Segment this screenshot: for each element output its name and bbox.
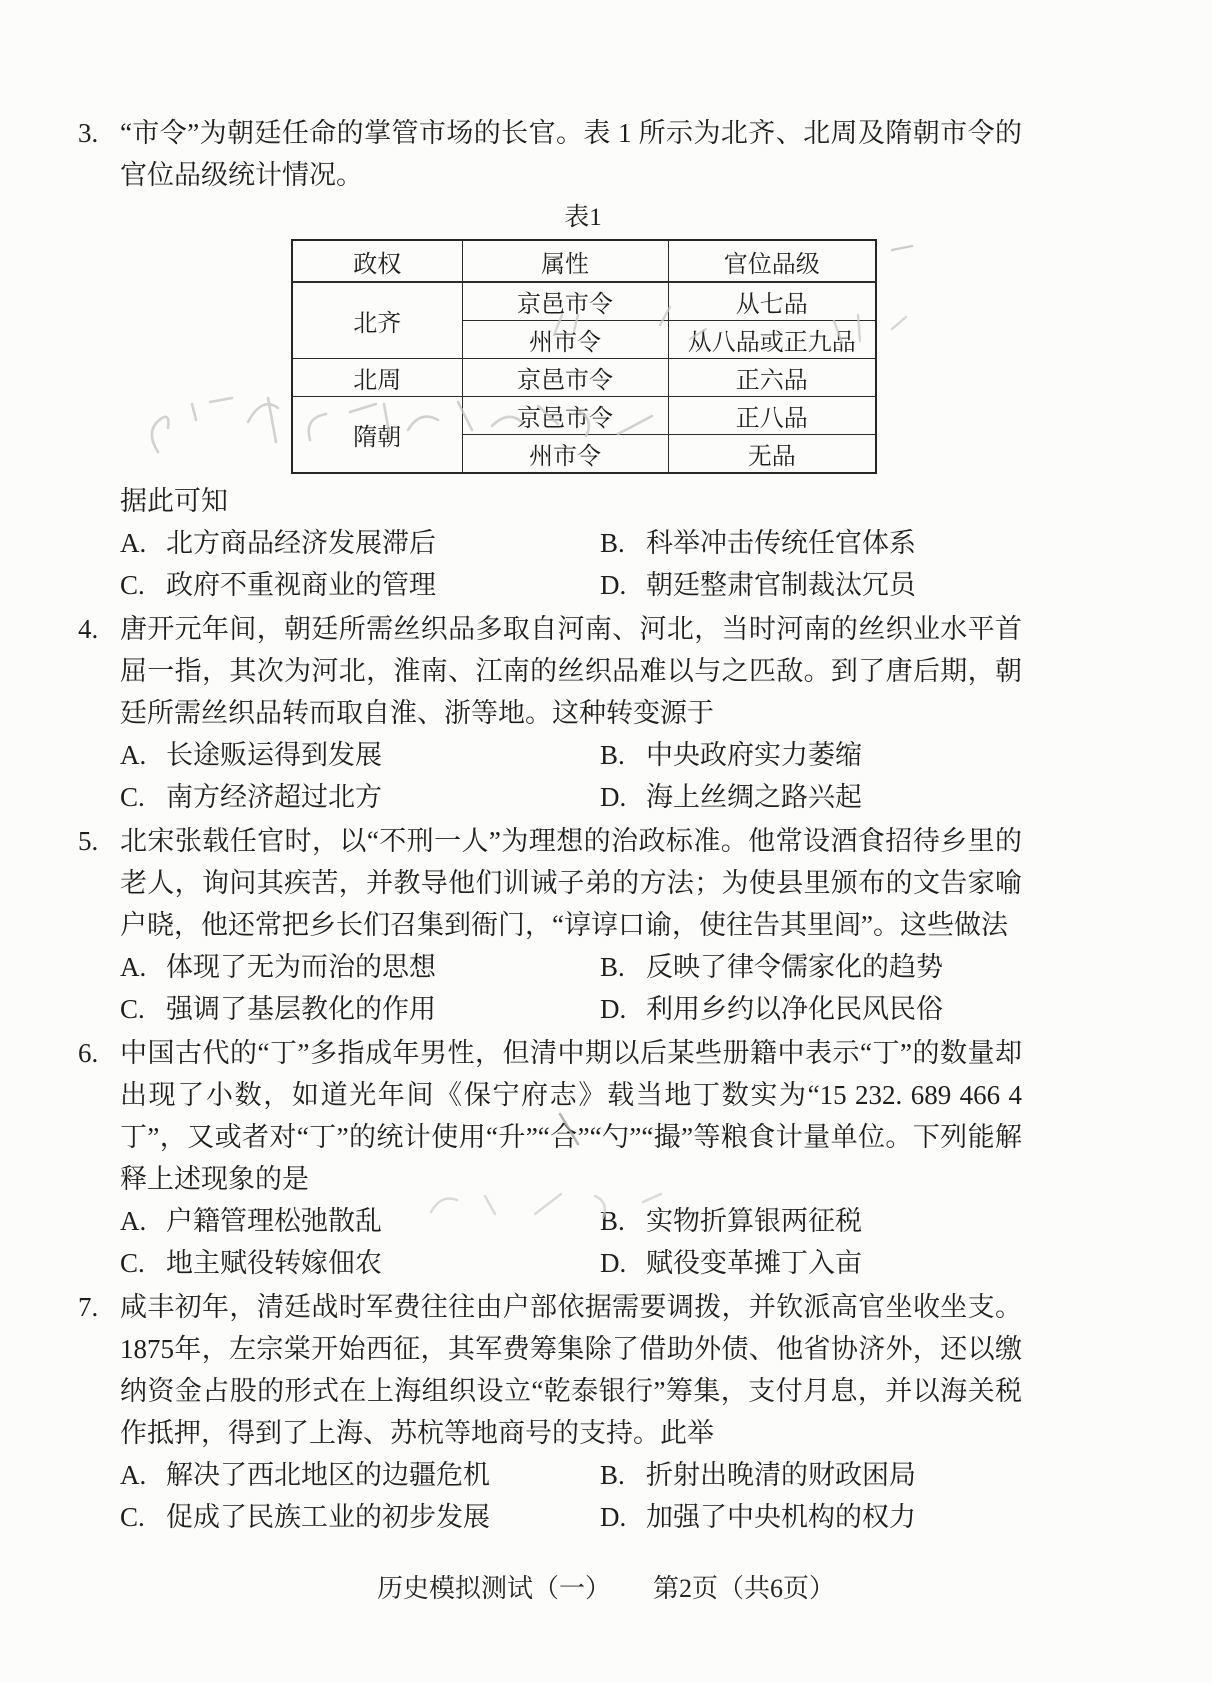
option-c <box>120 1242 600 1284</box>
option-row <box>120 522 1022 564</box>
option-b <box>600 946 1022 988</box>
option-row <box>120 1200 1022 1242</box>
option-a-text: 北方商品经济发展滞后 <box>166 528 436 558</box>
rank-cell: 正八品 <box>668 397 876 435</box>
question-4-options <box>120 734 1022 818</box>
option-a <box>120 1454 600 1496</box>
question-5-body <box>120 820 1022 1030</box>
question-7-options <box>120 1454 1022 1538</box>
footer-page-number: 第2页（共6页） <box>653 1574 836 1603</box>
option-b-label: B. <box>600 740 625 770</box>
option-a <box>120 946 600 988</box>
question-4-body <box>120 608 1022 818</box>
option-c-text: 强调了基层教化的作用 <box>166 994 436 1024</box>
option-b <box>600 1200 1022 1242</box>
question-3-options <box>120 522 1022 606</box>
option-a-text: 长途贩运得到发展 <box>166 740 382 770</box>
option-d-label: D. <box>600 1502 627 1532</box>
option-row <box>120 776 1022 818</box>
option-a-label: A. <box>120 740 147 770</box>
option-c <box>120 564 600 606</box>
option-a-text: 户籍管理松弛散乱 <box>166 1206 382 1236</box>
question-4-stem: 唐开元年间，朝廷所需丝织品多取自河南、河北，当时河南的丝织业水平首屈一指，其次为河北，淮南、江南的丝织品难以与之匹敌。到了唐后期，朝廷所需丝织品转而取自淮、浙等地。这种转变源于 <box>120 614 1022 728</box>
page-footer <box>0 1572 1212 1606</box>
question-6-options <box>120 1200 1022 1284</box>
option-b <box>600 1454 1022 1496</box>
option-d-label: D. <box>600 994 627 1024</box>
table-row <box>292 282 876 321</box>
option-b-text: 折射出晚清的财政困局 <box>646 1460 916 1490</box>
option-b-text: 实物折算银两征税 <box>646 1206 862 1236</box>
option-a-label: A. <box>120 1206 147 1236</box>
option-d-label: D. <box>600 1248 627 1278</box>
col-header-regime: 政权 <box>292 240 462 282</box>
regime-suichao: 隋朝 <box>292 397 462 474</box>
option-b-label: B. <box>600 1460 625 1490</box>
table-1-wrap <box>291 200 875 474</box>
option-d <box>600 988 1022 1030</box>
option-d-text: 朝廷整肃官制裁汰冗员 <box>646 570 916 600</box>
option-row <box>120 564 1022 606</box>
question-5 <box>78 820 1022 1030</box>
rank-cell: 从八品或正九品 <box>668 321 876 359</box>
question-3-lead-in: 据此可知 <box>120 486 228 516</box>
option-b-label: B. <box>600 1206 625 1236</box>
option-b-text: 反映了律令儒家化的趋势 <box>646 952 943 982</box>
table-row <box>292 397 876 435</box>
option-c-text: 南方经济超过北方 <box>166 782 382 812</box>
regime-beizhou: 北周 <box>292 359 462 397</box>
option-c <box>120 1496 600 1538</box>
attr-cell: 京邑市令 <box>462 397 668 435</box>
question-6-number: 6. <box>78 1038 99 1068</box>
option-a <box>120 522 600 564</box>
question-5-number: 5. <box>78 826 99 856</box>
option-c-text: 促成了民族工业的初步发展 <box>166 1502 490 1532</box>
option-row <box>120 988 1022 1030</box>
option-d-text: 加强了中央机构的权力 <box>646 1502 916 1532</box>
option-row <box>120 946 1022 988</box>
rank-cell: 正六品 <box>668 359 876 397</box>
option-c-text: 地主赋役转嫁佃农 <box>166 1248 382 1278</box>
option-d-text: 海上丝绸之路兴起 <box>646 782 862 812</box>
option-b-label: B. <box>600 528 625 558</box>
option-a-text: 体现了无为而治的思想 <box>166 952 436 982</box>
option-c-label: C. <box>120 1248 145 1278</box>
question-6-stem: 中国古代的“丁”多指成年男性，但清中期以后某些册籍中表示“丁”的数量却出现了小数，如道光年间《保宁府志》载当地丁数实为“15 232. 689 466 4 丁”，又或者对“丁”的统计使用“升”“合”“勺”“撮”等粮食计量单位。下列能解释上述现象的是 <box>120 1038 1022 1194</box>
question-3 <box>78 112 1022 606</box>
rank-cell: 无品 <box>668 435 876 474</box>
question-5-options <box>120 946 1022 1030</box>
option-d <box>600 1242 1022 1284</box>
option-c-label: C. <box>120 994 145 1024</box>
question-4-number: 4. <box>78 614 99 644</box>
question-7-stem: 咸丰初年，清廷战时军费往往由户部依据需要调拨，并钦派高官坐收坐支。1875年，左宗棠开始西征，其军费筹集除了借助外债、他省协济外，还以缴纳资金占股的形式在上海组织设立“乾泰银行”筹集，支付月息，并以海关税作抵押，得到了上海、苏杭等地商号的支持。此举 <box>120 1292 1022 1448</box>
option-d-label: D. <box>600 570 627 600</box>
question-3-body <box>120 112 1022 606</box>
option-d <box>600 776 1022 818</box>
option-c-label: C. <box>120 782 145 812</box>
table-row <box>292 359 876 397</box>
option-c-label: C. <box>120 570 145 600</box>
regime-beiqi: 北齐 <box>292 282 462 359</box>
question-5-stem: 北宋张载任官时，以“不刑一人”为理想的治政标准。他常设酒食招待乡里的老人，询问其疾苦，并教导他们训诫子弟的方法；为使县里颁布的文告家喻户晓，他还常把乡长们召集到衙门，“谆谆口谕，使往告其里闾”。这些做法 <box>120 826 1022 940</box>
option-row <box>120 1242 1022 1284</box>
footer-exam-title: 历史模拟测试（一） <box>376 1574 611 1603</box>
option-row <box>120 1496 1022 1538</box>
option-b <box>600 734 1022 776</box>
option-a-label: A. <box>120 1460 147 1490</box>
option-a <box>120 734 600 776</box>
option-b-text: 中央政府实力萎缩 <box>646 740 862 770</box>
question-6-body <box>120 1032 1022 1284</box>
option-c-label: C. <box>120 1502 145 1532</box>
question-3-stem: “市令”为朝廷任命的掌管市场的长官。表 1 所示为北齐、北周及隋朝市令的官位品级统计情况。 <box>120 118 1022 190</box>
option-a-label: A. <box>120 528 147 558</box>
option-d <box>600 564 1022 606</box>
option-a <box>120 1200 600 1242</box>
option-b-text: 科举冲击传统任官体系 <box>646 528 916 558</box>
option-d <box>600 1496 1022 1538</box>
option-row <box>120 734 1022 776</box>
rank-table <box>291 239 877 474</box>
option-a-text: 解决了西北地区的边疆危机 <box>166 1460 490 1490</box>
attr-cell: 州市令 <box>462 321 668 359</box>
option-d-text: 赋役变革摊丁入亩 <box>646 1248 862 1278</box>
option-b <box>600 522 1022 564</box>
option-c <box>120 776 600 818</box>
option-a-label: A. <box>120 952 147 982</box>
attr-cell: 京邑市令 <box>462 282 668 321</box>
option-b-label: B. <box>600 952 625 982</box>
rank-cell: 从七品 <box>668 282 876 321</box>
col-header-attribute: 属性 <box>462 240 668 282</box>
question-7-body <box>120 1286 1022 1538</box>
table-1-caption: 表1 <box>564 204 602 231</box>
question-4 <box>78 608 1022 818</box>
attr-cell: 州市令 <box>462 435 668 474</box>
page-content <box>78 112 1022 1540</box>
attr-cell: 京邑市令 <box>462 359 668 397</box>
option-c <box>120 988 600 1030</box>
col-header-rank: 官位品级 <box>668 240 876 282</box>
option-d-text: 利用乡约以净化民风民俗 <box>646 994 943 1024</box>
question-3-number: 3. <box>78 118 99 148</box>
question-7-number: 7. <box>78 1292 99 1322</box>
question-7 <box>78 1286 1022 1538</box>
option-c-text: 政府不重视商业的管理 <box>166 570 436 600</box>
rank-table-header-row <box>292 240 876 282</box>
option-d-label: D. <box>600 782 627 812</box>
option-row <box>120 1454 1022 1496</box>
question-6 <box>78 1032 1022 1284</box>
